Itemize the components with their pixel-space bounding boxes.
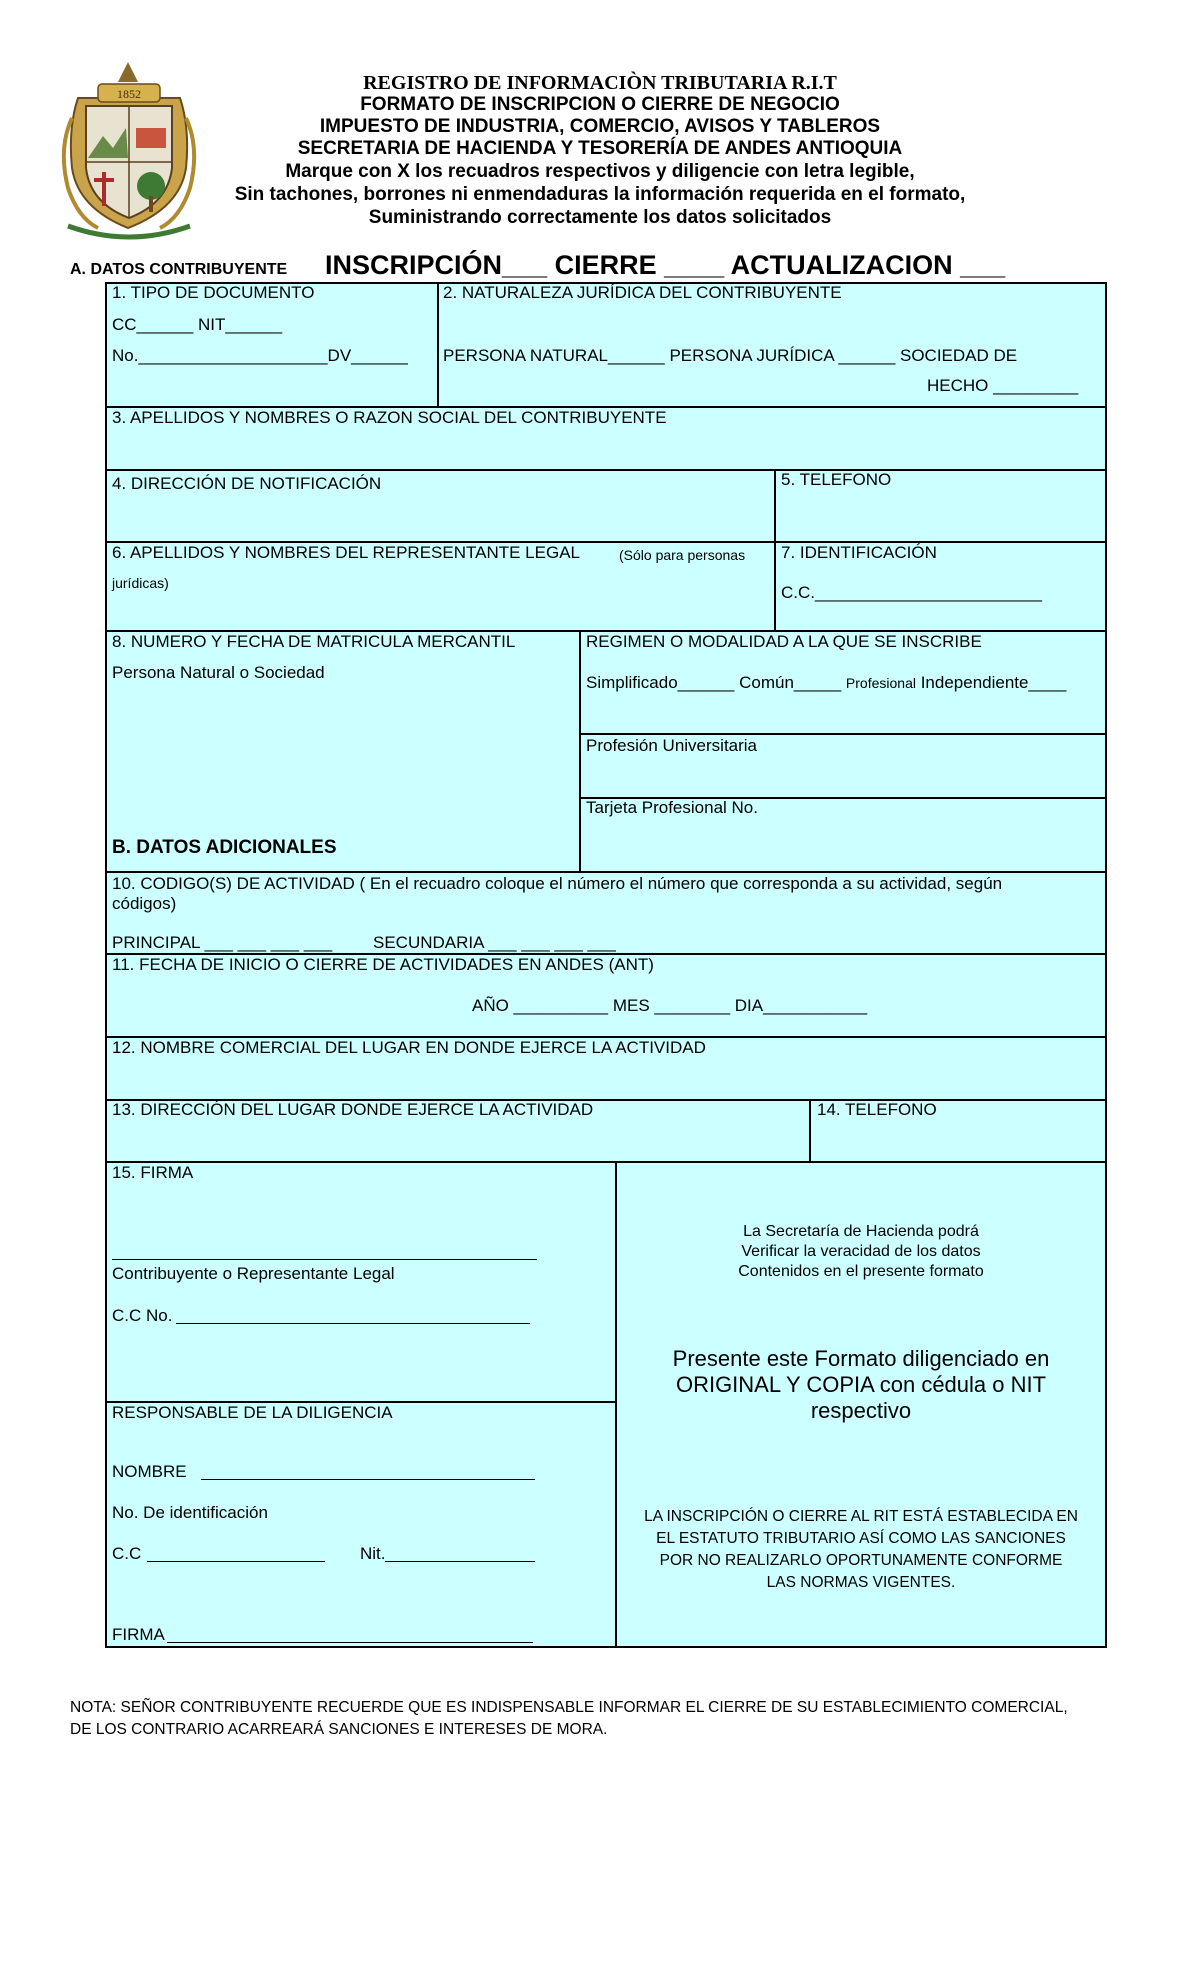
header-instruction-1: Marque con X los recuadros respectivos y diligencie con letra legible,	[285, 161, 915, 182]
regimen-options[interactable]	[586, 673, 1066, 693]
field-10-title-2: códigos)	[112, 894, 177, 913]
regimen-profesional[interactable]: Profesional	[845, 675, 916, 691]
field-6-title: 6. APELLIDOS Y NOMBRES DEL REPRESENTANTE LEGAL	[112, 543, 580, 562]
rit-line-2: EL ESTATUTO TRIBUTARIO ASÍ COMO LAS SANCIONES	[656, 1530, 1066, 1547]
field-7-cc[interactable]: C.C.________________________	[781, 583, 1042, 602]
field-2-title: 2. NATURALEZA JURÍDICA DEL CONTRIBUYENTE	[443, 283, 842, 302]
field-12-title: 12. NOMBRE COMERCIAL DEL LUGAR EN DONDE EJERCE LA ACTIVIDAD	[112, 1038, 706, 1057]
logo-year: 1852	[117, 87, 141, 101]
rit-line-3: POR NO REALIZARLO OPORTUNAMENTE CONFORME	[659, 1552, 1063, 1569]
header-tax-title: IMPUESTO DE INDUSTRIA, COMERCIO, AVISOS Y TABLEROS	[319, 116, 881, 137]
signature-line[interactable]	[112, 1259, 537, 1260]
footer-note-2: DE LOS CONTRARIO ACARREARÁ SANCIONES E INTERESES DE MORA.	[70, 1721, 608, 1738]
registration-type-options[interactable]: INSCRIPCIÓN___ CIERRE ____ ACTUALIZACION ___	[325, 250, 1006, 280]
responsable-cc: C.C	[112, 1544, 142, 1563]
responsable-nit: Nit.	[360, 1544, 386, 1563]
responsable-id: No. De identificación	[112, 1503, 268, 1522]
regimen-title: REGIMEN O MODALIDAD A LA QUE SE INSCRIBE	[586, 632, 982, 651]
verify-line-3: Contenidos en el presente formato	[738, 1263, 984, 1280]
field-3-title: 3. APELLIDOS Y NOMBRES O RAZON SOCIAL DEL CONTRIBUYENTE	[112, 408, 667, 427]
field-11-date[interactable]: AÑO __________ MES ________ DIA___________	[472, 996, 868, 1015]
regimen-independiente[interactable]: Independiente____	[920, 673, 1067, 692]
field-6-note: (Sólo para personas	[619, 547, 746, 563]
field-1-doc-type[interactable]: CC______ NIT______	[112, 315, 283, 334]
footer-note-1: NOTA: SEÑOR CONTRIBUYENTE RECUERDE QUE ES INDISPENSABLE INFORMAR EL CIERRE DE SU ESTABLECIMIENTO COMERCIAL,	[70, 1699, 1068, 1716]
responsable-nit-line[interactable]	[385, 1561, 535, 1562]
responsable-firma: FIRMA	[112, 1625, 165, 1644]
rit-line-1: LA INSCRIPCIÓN O CIERRE AL RIT ESTÁ ESTABLECIDA EN	[644, 1508, 1078, 1525]
responsable-nombre-line[interactable]	[201, 1479, 535, 1480]
field-2-hecho[interactable]: HECHO _________	[927, 376, 1079, 395]
field-15-cc: C.C No.	[112, 1306, 173, 1325]
responsable-nombre: NOMBRE	[112, 1462, 187, 1481]
field-13-title: 13. DIRECCIÓN DEL LUGAR DONDE EJERCE LA ACTIVIDAD	[112, 1100, 594, 1119]
header-instruction-3: Suministrando correctamente los datos solicitados	[368, 207, 832, 228]
present-line-2: ORIGINAL Y COPIA con cédula o NIT	[675, 1372, 1047, 1397]
verify-line-2: Verificar la veracidad de los datos	[741, 1243, 981, 1260]
field-2-options[interactable]: PERSONA NATURAL______ PERSONA JURÍDICA ______ SOCIEDAD DE	[443, 346, 1018, 365]
field-8-subtitle: Persona Natural o Sociedad	[112, 663, 325, 682]
rit-notice	[616, 1506, 1106, 1594]
header-rit-title: REGISTRO DE INFORMACIÒN TRIBUTARIA R.I.T	[363, 72, 837, 94]
responsable-title: RESPONSABLE DE LA DILIGENCIA	[112, 1403, 393, 1422]
field-4-title: 4. DIRECCIÓN DE NOTIFICACIÓN	[112, 474, 382, 493]
field-10-title: 10. CODIGO(S) DE ACTIVIDAD ( En el recuadro coloque el número el número que corresponda a su actividad, según	[112, 874, 1003, 893]
present-line-3: respectivo	[810, 1398, 912, 1423]
field-5-title: 5. TELEFONO	[781, 470, 892, 489]
field-1-title: 1. TIPO DE DOCUMENTO	[112, 283, 315, 302]
tarjeta-profesional[interactable]: Tarjeta Profesional No.	[586, 798, 758, 817]
profesion-universitaria[interactable]: Profesión Universitaria	[586, 736, 758, 755]
section-a-label: A. DATOS CONTRIBUYENTE	[70, 261, 288, 278]
field-11-title: 11. FECHA DE INICIO O CIERRE DE ACTIVIDADES EN ANDES (ANT)	[112, 955, 654, 974]
field-14-title: 14. TELEFONO	[817, 1100, 937, 1119]
header-format-title: FORMATO DE INSCRIPCION O CIERRE DE NEGOCIO	[360, 94, 840, 115]
present-line-1: Presente este Formato diligenciado en	[672, 1346, 1050, 1371]
rit-line-4: LAS NORMAS VIGENTES.	[766, 1574, 956, 1591]
responsable-cc-line[interactable]	[147, 1561, 325, 1562]
field-1-doc-number[interactable]: No.____________________DV______	[112, 346, 408, 365]
field-10-secundaria[interactable]: SECUNDARIA ___ ___ ___ ___	[373, 933, 616, 952]
field-8-title: 8. NUMERO Y FECHA DE MATRICULA MERCANTIL	[112, 632, 516, 651]
regimen-simplificado-comun[interactable]: Simplificado______ Común_____	[586, 673, 842, 692]
field-6-note-2: jurídicas)	[112, 575, 169, 591]
verify-line-1: La Secretaría de Hacienda podrá	[743, 1223, 979, 1240]
verify-notice	[616, 1222, 1106, 1282]
header-instruction-2: Sin tachones, borrones ni enmendaduras la información requerida en el formato,	[234, 184, 966, 205]
header-secretaria: SECRETARIA DE HACIENDA Y TESORERÍA DE ANDES ANTIOQUIA	[297, 138, 903, 159]
field-10-principal[interactable]: PRINCIPAL ___ ___ ___ ___	[112, 933, 333, 952]
field-15-signer: Contribuyente o Representante Legal	[112, 1264, 395, 1283]
field-7-title: 7. IDENTIFICACIÓN	[781, 543, 937, 562]
section-b-label: B. DATOS ADICIONALES	[112, 837, 337, 858]
field-15-title: 15. FIRMA	[112, 1163, 194, 1182]
present-notice	[616, 1346, 1106, 1424]
field-15-cc-line[interactable]	[176, 1323, 530, 1324]
responsable-firma-line[interactable]	[167, 1642, 533, 1643]
